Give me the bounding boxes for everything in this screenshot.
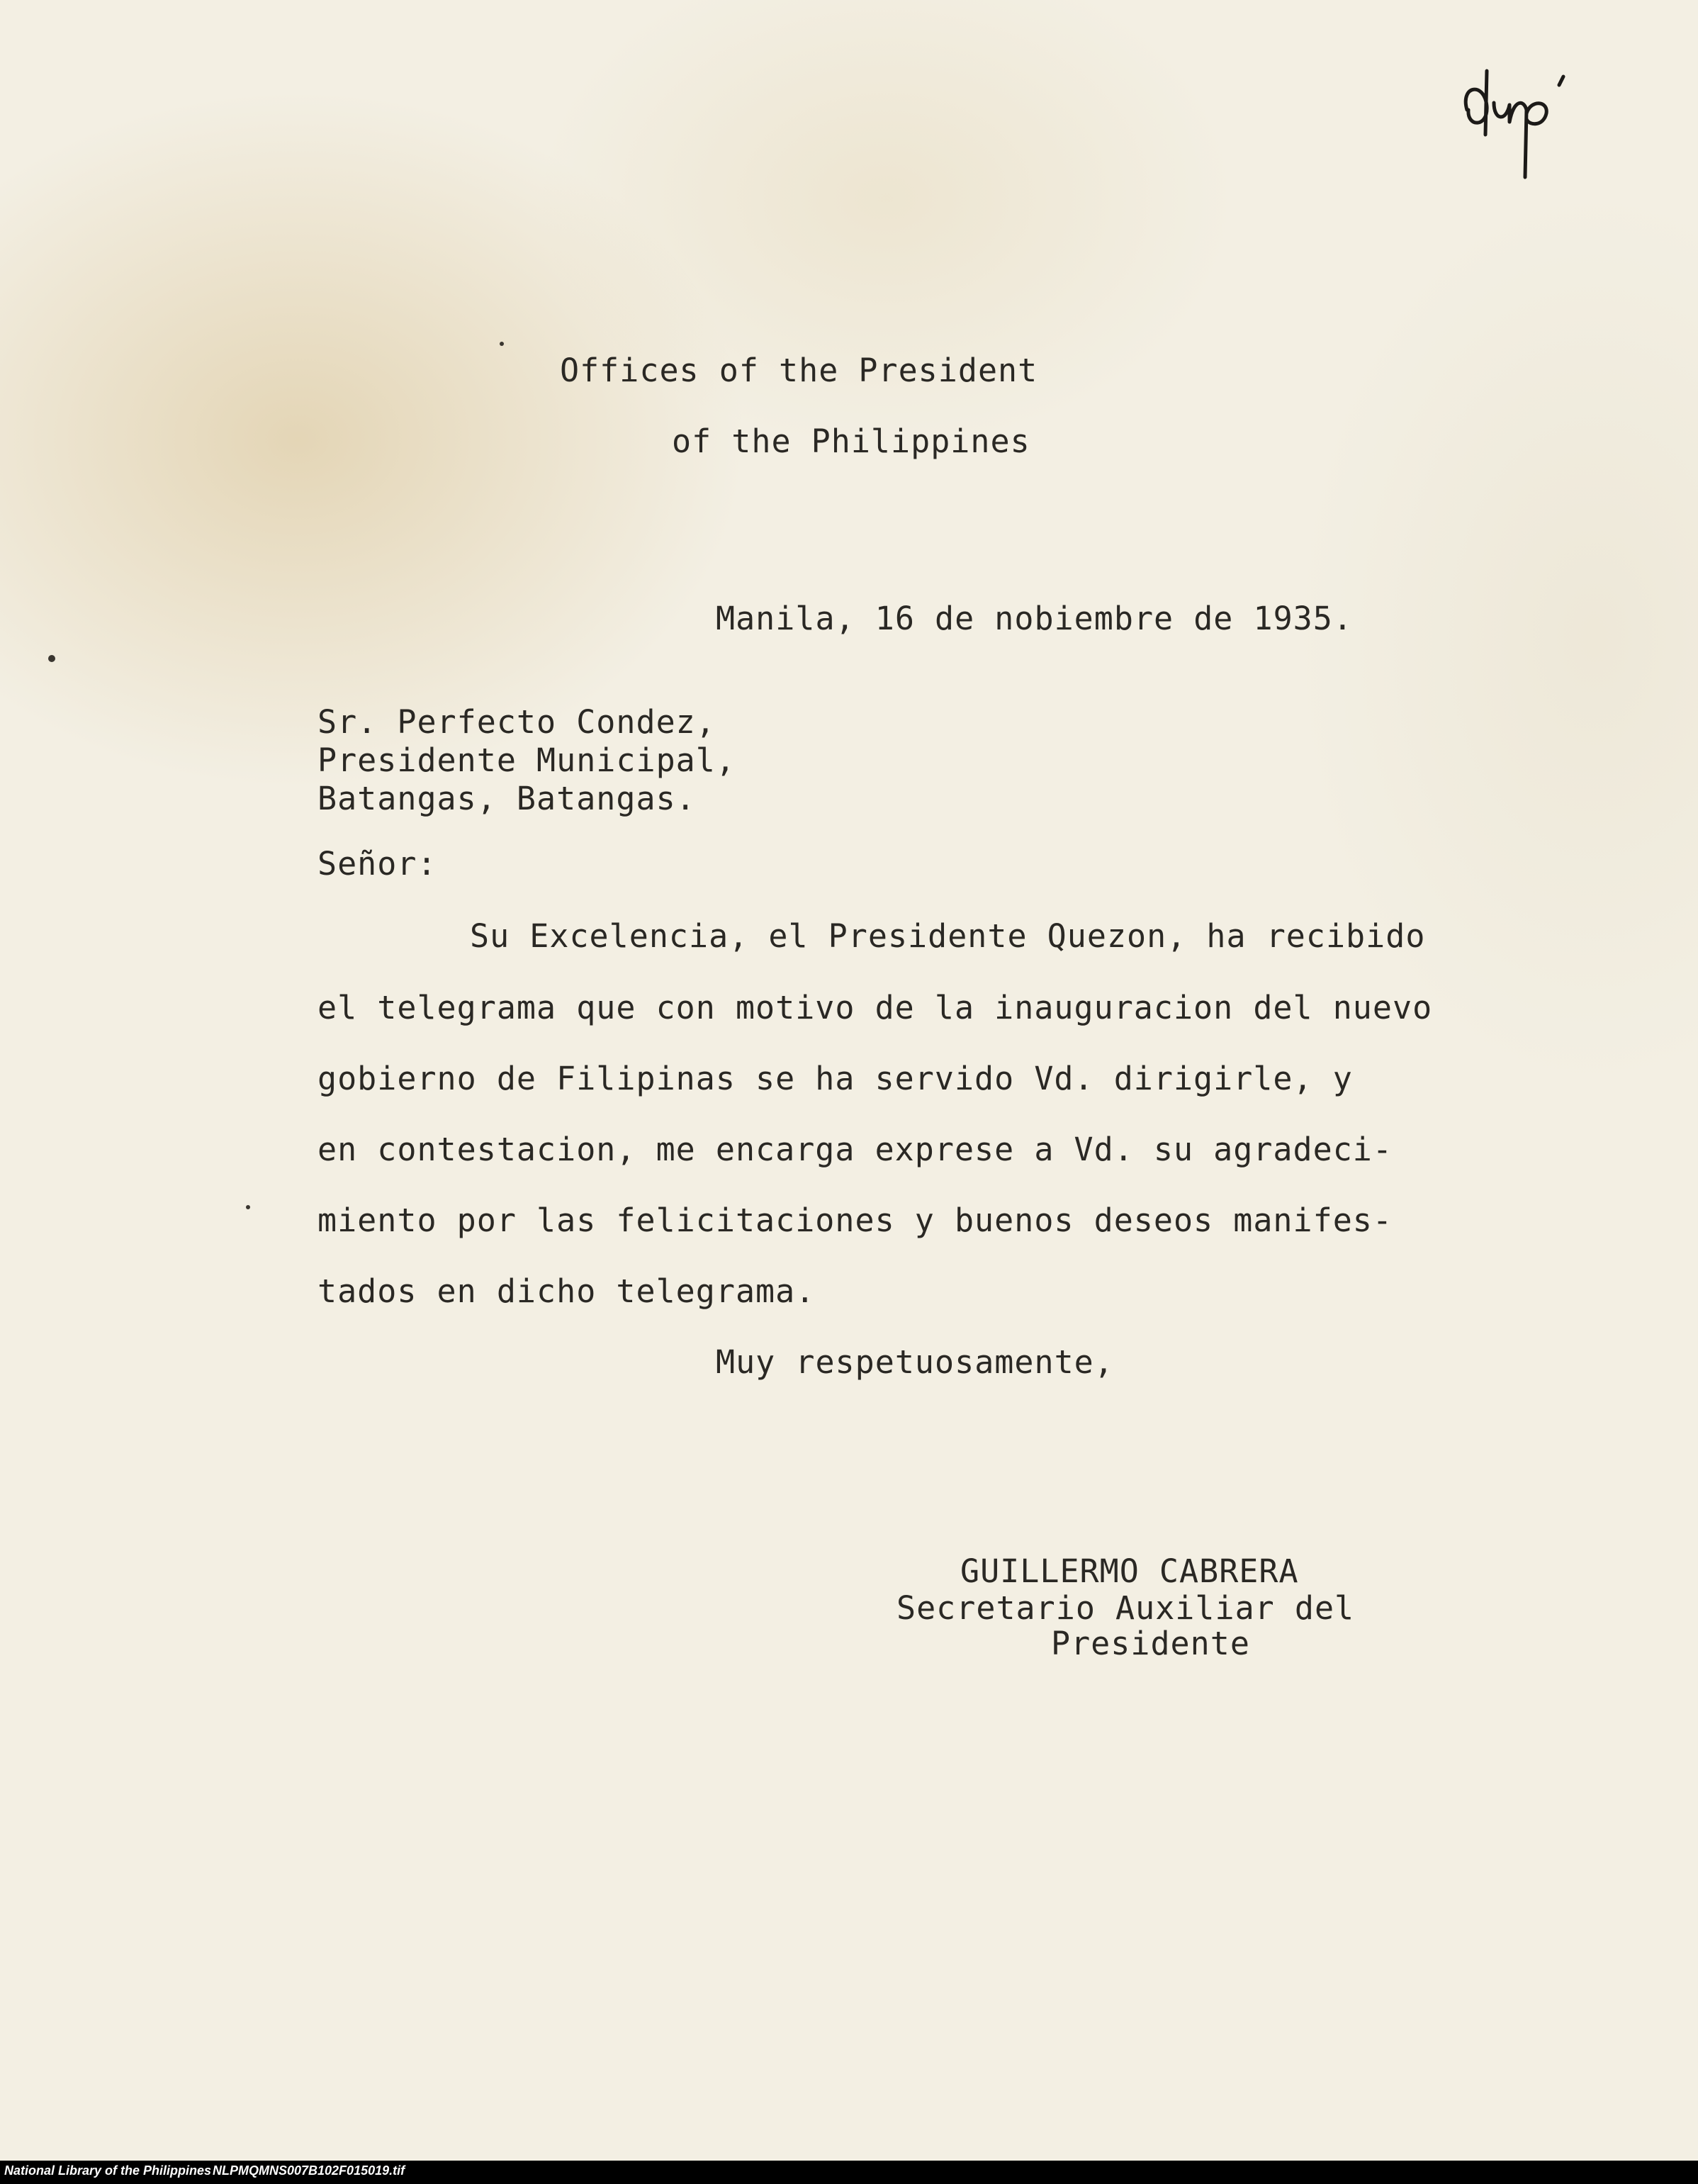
body-line: gobierno de Filipinas se ha servido Vd. dirigirle, y bbox=[317, 1060, 1353, 1097]
body-line: miento por las felicitaciones y buenos deseos manifes- bbox=[317, 1202, 1393, 1239]
letterhead-line-2: of the Philippines bbox=[672, 422, 1030, 460]
signatory-title-line-1: Secretario Auxiliar del bbox=[896, 1589, 1355, 1627]
ink-speck bbox=[500, 342, 504, 346]
letterhead-line-1: Offices of the President bbox=[560, 352, 1038, 389]
dateline: Manila, 16 de nobiembre de 1935. bbox=[716, 600, 1353, 637]
body-line: en contestacion, me encarga exprese a Vd. su agradeci- bbox=[317, 1131, 1393, 1168]
closing: Muy respetuosamente, bbox=[716, 1343, 1114, 1381]
signatory-title-line-2: Presidente bbox=[1051, 1625, 1250, 1662]
body-line: el telegrama que con motivo de la inauguracion del nuevo bbox=[317, 989, 1433, 1026]
archive-name: National Library of the Philippines bbox=[4, 2163, 212, 2178]
ink-speck bbox=[48, 655, 55, 662]
archive-filename: NLPMQMNS007B102F015019.tif bbox=[213, 2163, 405, 2178]
body-line: Su Excelencia, el Presidente Quezon, ha recibido bbox=[470, 917, 1426, 955]
salutation: Señor: bbox=[317, 845, 437, 883]
body-line: tados en dicho telegrama. bbox=[317, 1272, 816, 1310]
recipient-name: Sr. Perfecto Condez, bbox=[317, 703, 716, 741]
ink-speck bbox=[246, 1205, 250, 1209]
recipient-location: Batangas, Batangas. bbox=[317, 780, 696, 817]
signatory-name: GUILLERMO CABRERA bbox=[960, 1552, 1299, 1590]
recipient-title: Presidente Municipal, bbox=[317, 741, 736, 779]
handwritten-dup-annotation bbox=[1453, 43, 1580, 184]
